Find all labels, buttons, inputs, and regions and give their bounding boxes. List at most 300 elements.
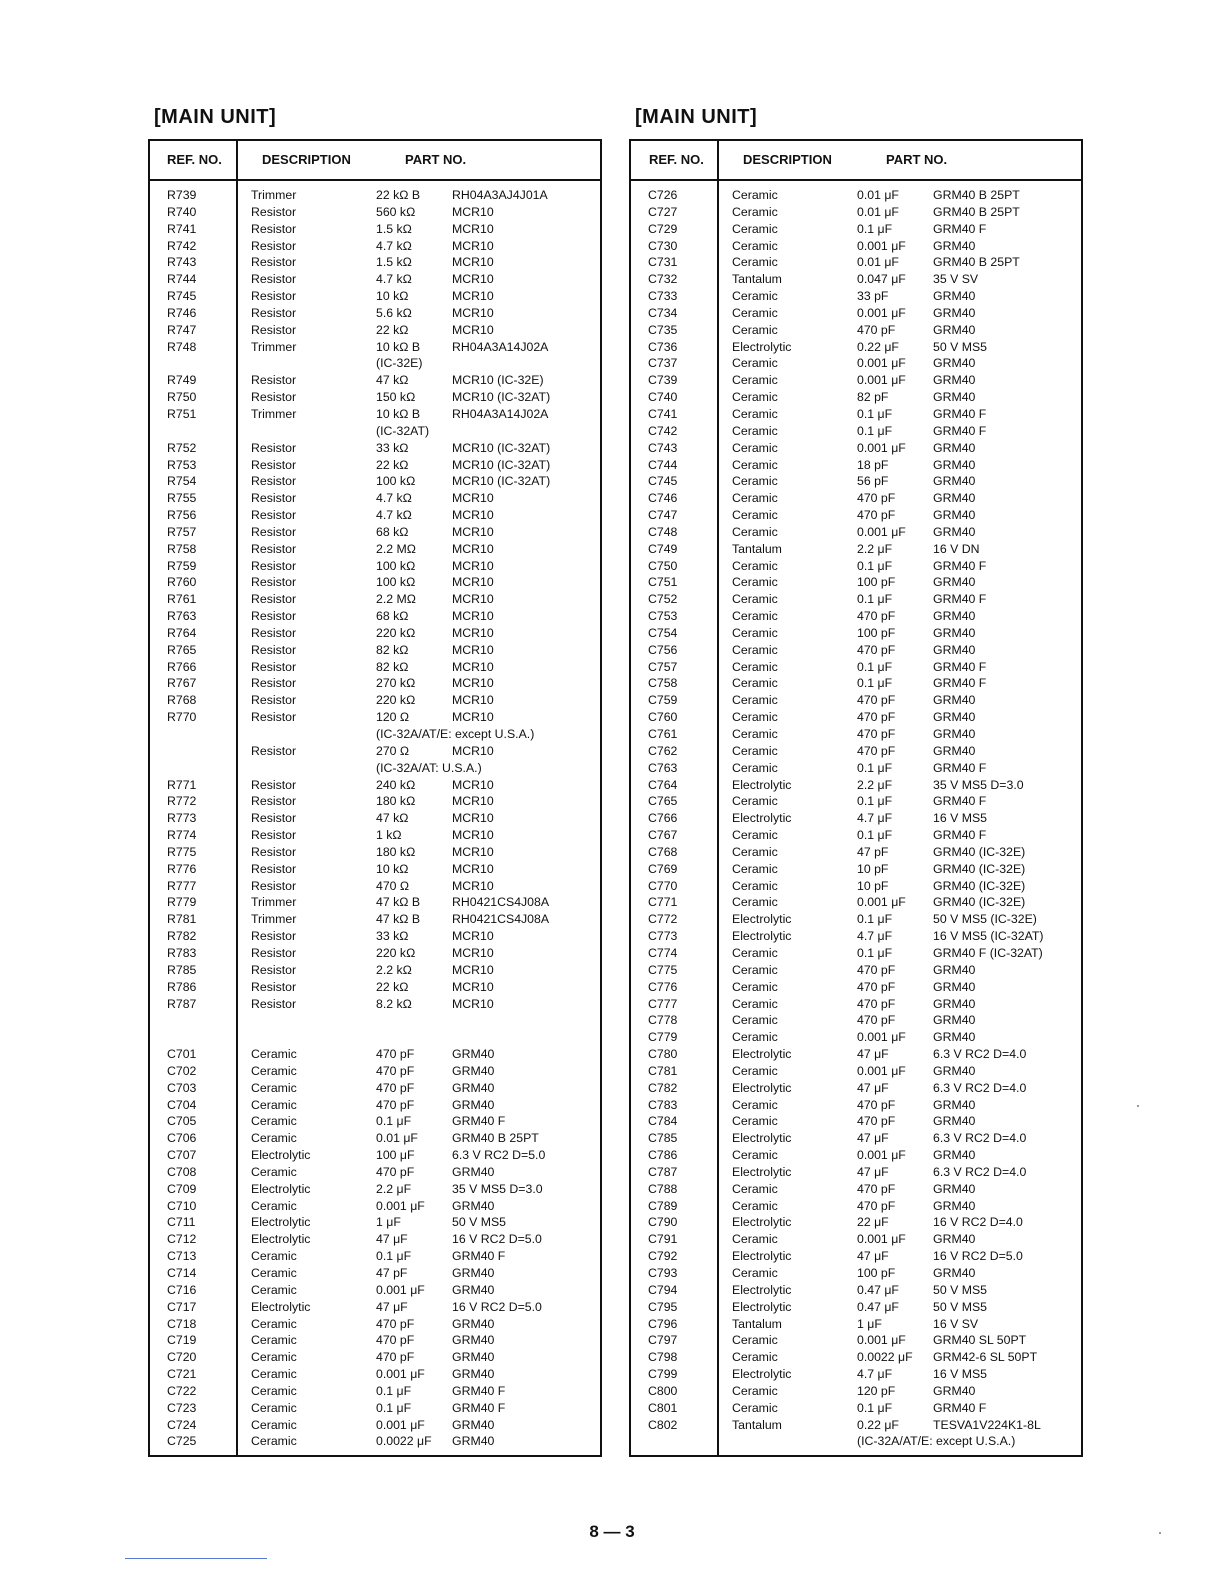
cell-description: Ceramic <box>732 861 778 876</box>
cell-part-no: GRM40 F <box>933 423 987 438</box>
table-row <box>631 355 1081 372</box>
cell-description: Resistor <box>251 238 297 253</box>
cell-part-no: RH04A3AJ4J01A <box>452 188 548 202</box>
table-row <box>150 1349 600 1366</box>
cell-description: Ceramic <box>732 828 778 843</box>
cell-part-no: MCR10 <box>452 811 494 826</box>
cell-description: Ceramic <box>732 322 778 337</box>
cell-value: 0.01 μF <box>857 255 899 270</box>
cell-part-no: GRM40 F <box>933 406 987 421</box>
cell-value: 0.1 μF <box>376 1114 412 1129</box>
cell-value: 470 pF <box>857 996 896 1011</box>
cell-ref-no: C782 <box>648 1080 678 1095</box>
cell-ref-no: C742 <box>648 423 678 438</box>
cell-description: Ceramic <box>732 1097 778 1112</box>
cell-part-no: 6.3 V RC2 D=4.0 <box>933 1080 1027 1095</box>
table-body <box>631 187 1081 1450</box>
cell-description: Resistor <box>251 979 297 994</box>
cell-description: Ceramic <box>251 1063 297 1078</box>
cell-value: (IC-32E) <box>376 356 423 371</box>
cell-ref-no: R746 <box>167 305 197 320</box>
cell-ref-no: R787 <box>167 996 197 1011</box>
cell-ref-no: C763 <box>648 760 678 775</box>
cell-ref-no: C792 <box>648 1249 678 1264</box>
table-row <box>631 827 1081 844</box>
cell-description: Ceramic <box>251 1249 297 1264</box>
cell-ref-no: C758 <box>648 676 678 691</box>
cell-ref-no: R750 <box>167 390 197 405</box>
table-row <box>631 1147 1081 1164</box>
table-row <box>631 1029 1081 1046</box>
cell-description: Ceramic <box>732 1333 778 1348</box>
cell-description: Ceramic <box>732 1114 778 1129</box>
table-row <box>150 389 600 406</box>
table-row <box>631 1080 1081 1097</box>
cell-ref-no: C784 <box>648 1114 678 1129</box>
cell-part-no: GRM40 <box>933 575 976 590</box>
cell-value: (IC-32A/AT/E: except U.S.A.) <box>376 727 535 741</box>
cell-description: Ceramic <box>732 1266 778 1280</box>
cell-part-no: 6.3 V RC2 D=4.0 <box>933 1131 1027 1146</box>
table-row <box>631 1231 1081 1248</box>
cell-description: Resistor <box>251 592 297 607</box>
cell-value: 2.2 μF <box>376 1181 412 1196</box>
cell-ref-no: C799 <box>648 1367 678 1382</box>
cell-description: Trimmer <box>251 406 297 421</box>
cell-part-no: MCR10 (IC-32AT) <box>452 474 551 489</box>
cell-value: 470 pF <box>376 1333 415 1348</box>
cell-part-no: 50 V MS5 <box>452 1215 506 1230</box>
table-row <box>150 1299 600 1316</box>
header-part-no: PART NO. <box>886 152 948 167</box>
cell-part-no: MCR10 <box>452 322 494 337</box>
cell-value: (IC-32A/AT: U.S.A.) <box>376 760 482 775</box>
cell-value: 0.1 μF <box>857 221 893 236</box>
table-row <box>150 1046 600 1063</box>
cell-part-no: MCR10 <box>452 962 494 977</box>
cell-ref-no: R741 <box>167 221 197 236</box>
table-row <box>150 1316 600 1333</box>
cell-part-no: MCR10 <box>452 625 494 640</box>
cell-ref-no: C775 <box>648 962 678 977</box>
cell-description: Ceramic <box>732 575 778 590</box>
cell-value: 0.001 μF <box>857 356 906 371</box>
cell-ref-no: C790 <box>648 1215 678 1230</box>
table-row <box>631 1265 1081 1282</box>
table-row <box>150 726 600 743</box>
cell-part-no: GRM40 <box>452 1063 495 1078</box>
cell-part-no: GRM40 F <box>452 1249 506 1264</box>
cell-value: 0.1 μF <box>857 760 893 775</box>
cell-ref-no: C788 <box>648 1181 678 1196</box>
cell-value: 0.001 μF <box>857 1333 906 1348</box>
cell-ref-no: C798 <box>648 1350 678 1365</box>
table-row <box>631 507 1081 524</box>
cell-value: 0.001 μF <box>857 895 906 910</box>
cell-value: 0.1 μF <box>857 912 893 927</box>
cell-value: 0.001 μF <box>857 305 906 320</box>
cell-part-no: MCR10 <box>452 794 494 809</box>
cell-description: Ceramic <box>732 1232 778 1247</box>
table-row <box>631 1214 1081 1231</box>
cell-description: Electrolytic <box>732 1249 792 1264</box>
cell-value: 5.6 kΩ <box>376 305 412 320</box>
cell-description: Ceramic <box>732 1383 778 1398</box>
cell-description: Resistor <box>251 945 297 960</box>
cell-description: Resistor <box>251 659 297 674</box>
header-description: DESCRIPTION <box>262 152 351 167</box>
cell-value: 240 kΩ <box>376 777 416 792</box>
cell-description: Resistor <box>251 996 297 1011</box>
cell-part-no: MCR10 <box>452 238 494 253</box>
cell-ref-no: C735 <box>648 322 678 337</box>
cell-part-no: GRM40 <box>452 1097 495 1112</box>
cell-value: 4.7 μF <box>857 811 893 826</box>
cell-description: Ceramic <box>732 760 778 775</box>
cell-value: 470 pF <box>857 1013 896 1028</box>
cell-value: 0.1 μF <box>857 828 893 843</box>
cell-ref-no: C706 <box>167 1131 197 1146</box>
cell-ref-no: R775 <box>167 844 197 859</box>
cell-value: 33 kΩ <box>376 440 409 455</box>
cell-value: 0.01 μF <box>857 188 899 202</box>
cell-part-no: GRM40 <box>933 390 976 405</box>
cell-value: 68 kΩ <box>376 609 409 624</box>
cell-part-no: GRM40 F <box>933 794 987 809</box>
table-row <box>631 1164 1081 1181</box>
cell-value: 0.1 μF <box>857 558 893 573</box>
table-row <box>150 1130 600 1147</box>
cell-ref-no: C789 <box>648 1198 678 1213</box>
cell-description: Ceramic <box>732 743 778 758</box>
cell-part-no: GRM40 <box>933 305 976 320</box>
cell-part-no: GRM40 <box>933 996 976 1011</box>
cell-part-no: MCR10 <box>452 743 494 758</box>
cell-ref-no: C781 <box>648 1063 678 1078</box>
cell-part-no: GRM40 <box>933 1198 976 1213</box>
table-row <box>631 221 1081 238</box>
cell-part-no: 50 V MS5 <box>933 1282 987 1297</box>
cell-value: 47 μF <box>857 1080 889 1095</box>
parts-table-right <box>629 139 1083 1457</box>
cell-description: Resistor <box>251 962 297 977</box>
cell-description: Ceramic <box>251 1350 297 1365</box>
cell-part-no: GRM40 <box>452 1333 495 1348</box>
cell-ref-no: R759 <box>167 558 197 573</box>
table-row <box>631 1113 1081 1130</box>
cell-ref-no: R773 <box>167 811 197 826</box>
table-row <box>631 238 1081 255</box>
cell-part-no: 16 V RC2 D=5.0 <box>933 1249 1023 1264</box>
cell-description: Resistor <box>251 558 297 573</box>
table-row <box>150 1198 600 1215</box>
header-ref-no: REF. NO. <box>167 152 222 167</box>
header-ref-no: REF. NO. <box>649 152 704 167</box>
cell-part-no: GRM40 F <box>933 1400 987 1415</box>
cell-part-no: MCR10 <box>452 289 494 304</box>
cell-part-no: RH0421CS4J08A <box>452 895 550 910</box>
cell-part-no: GRM40 <box>933 524 976 539</box>
cell-description: Trimmer <box>251 895 297 910</box>
cell-ref-no: R776 <box>167 861 197 876</box>
cell-part-no: GRM40 <box>933 1181 976 1196</box>
cell-value: 180 kΩ <box>376 844 416 859</box>
cell-description: Ceramic <box>732 356 778 371</box>
cell-description: Ceramic <box>732 221 778 236</box>
table-row <box>150 659 600 676</box>
cell-description: Electrolytic <box>251 1181 311 1196</box>
cell-description: Electrolytic <box>251 1299 311 1314</box>
cell-part-no: GRM40 F (IC-32AT) <box>933 945 1043 960</box>
cell-value: 470 pF <box>857 1198 896 1213</box>
cell-description: Ceramic <box>732 1030 778 1045</box>
cell-part-no: MCR10 <box>452 541 494 556</box>
cell-ref-no: R770 <box>167 710 197 725</box>
cell-value: 56 pF <box>857 474 889 489</box>
cell-part-no: GRM40 <box>452 1198 495 1213</box>
cell-ref-no: R772 <box>167 794 197 809</box>
cell-value: 0.001 μF <box>857 1063 906 1078</box>
cell-ref-no: C745 <box>648 474 678 489</box>
cell-part-no: GRM40 F <box>452 1383 506 1398</box>
cell-value: 22 kΩ <box>376 979 409 994</box>
cell-ref-no: R758 <box>167 541 197 556</box>
cell-description: Trimmer <box>251 188 297 202</box>
cell-ref-no: C731 <box>648 255 678 270</box>
cell-part-no: GRM40 <box>452 1316 495 1331</box>
cell-ref-no: R764 <box>167 625 197 640</box>
cell-part-no: GRM40 <box>452 1080 495 1095</box>
cell-description: Electrolytic <box>732 1047 792 1062</box>
cell-ref-no: C729 <box>648 221 678 236</box>
table-row <box>150 962 600 979</box>
cell-ref-no: C780 <box>648 1047 678 1062</box>
cell-ref-no: C727 <box>648 204 678 219</box>
cell-value: 82 pF <box>857 390 889 405</box>
table-row <box>150 928 600 945</box>
table-row <box>150 911 600 928</box>
table-row <box>631 1349 1081 1366</box>
table-row <box>631 1332 1081 1349</box>
cell-value: 4.7 kΩ <box>376 238 412 253</box>
cell-value: 82 kΩ <box>376 659 409 674</box>
cell-value: 470 Ω <box>376 878 410 893</box>
cell-part-no: MCR10 <box>452 828 494 843</box>
cell-part-no: GRM40 B 25PT <box>933 188 1020 202</box>
cell-description: Ceramic <box>251 1047 297 1062</box>
table-row <box>150 372 600 389</box>
cell-description: Resistor <box>251 524 297 539</box>
cell-value: (IC-32A/AT/E: except U.S.A.) <box>857 1434 1016 1449</box>
cell-ref-no: C712 <box>167 1232 197 1247</box>
cell-description: Electrolytic <box>732 1367 792 1382</box>
cell-ref-no: R749 <box>167 373 197 388</box>
table-row <box>150 339 600 356</box>
table-row <box>631 1012 1081 1029</box>
cell-description: Resistor <box>251 541 297 556</box>
cell-description: Ceramic <box>251 1266 297 1280</box>
cell-value: 10 kΩ <box>376 861 409 876</box>
cell-ref-no: C777 <box>648 996 678 1011</box>
cell-description: Ceramic <box>251 1282 297 1297</box>
cell-ref-no: C722 <box>167 1383 197 1398</box>
cell-description: Electrolytic <box>732 1282 792 1297</box>
table-body <box>150 187 600 1450</box>
cell-description: Resistor <box>251 390 297 405</box>
cell-ref-no: C714 <box>167 1266 197 1280</box>
cell-part-no: MCR10 <box>452 929 494 944</box>
table-row <box>150 1417 600 1434</box>
table-row <box>631 305 1081 322</box>
cell-part-no: GRM40 SL 50PT <box>933 1333 1027 1348</box>
cell-value: 470 pF <box>857 508 896 523</box>
cell-value: 47 μF <box>376 1232 408 1247</box>
cell-value: 100 kΩ <box>376 474 416 489</box>
cell-ref-no: C783 <box>648 1097 678 1112</box>
cell-description: Ceramic <box>732 373 778 388</box>
table-row <box>631 1383 1081 1400</box>
cell-part-no: 16 V RC2 D=4.0 <box>933 1215 1023 1230</box>
cell-value: 1.5 kΩ <box>376 221 412 236</box>
cell-value: 100 kΩ <box>376 558 416 573</box>
cell-ref-no: C730 <box>648 238 678 253</box>
table-row <box>631 911 1081 928</box>
cell-value: 4.7 kΩ <box>376 491 412 506</box>
cell-part-no: MCR10 <box>452 575 494 590</box>
cell-ref-no: C774 <box>648 945 678 960</box>
cell-description: Ceramic <box>251 1434 297 1449</box>
cell-description: Ceramic <box>732 491 778 506</box>
cell-part-no: MCR10 <box>452 777 494 792</box>
cell-part-no: 16 V MS5 <box>933 811 987 826</box>
cell-value: 0.001 μF <box>376 1282 425 1297</box>
table-row <box>631 793 1081 810</box>
cell-ref-no: R756 <box>167 508 197 523</box>
cell-ref-no: C736 <box>648 339 678 354</box>
cell-ref-no: C765 <box>648 794 678 809</box>
cell-description: Ceramic <box>732 895 778 910</box>
cell-part-no: GRM40 <box>452 1164 495 1179</box>
cell-value: 0.22 μF <box>857 1417 899 1432</box>
cell-description: Resistor <box>251 844 297 859</box>
cell-value: 0.1 μF <box>857 1400 893 1415</box>
table-row <box>631 524 1081 541</box>
cell-description: Ceramic <box>251 1131 297 1146</box>
cell-value: 470 pF <box>376 1063 415 1078</box>
cell-ref-no: C749 <box>648 541 678 556</box>
table-header <box>150 141 600 181</box>
cell-description: Resistor <box>251 440 297 455</box>
cell-value: 8.2 kΩ <box>376 996 412 1011</box>
table-row <box>150 524 600 541</box>
cell-value: 220 kΩ <box>376 693 416 708</box>
cell-value: 0.001 μF <box>857 1030 906 1045</box>
cell-part-no: GRM40 <box>933 1030 976 1045</box>
cell-description: Resistor <box>251 204 297 219</box>
table-row <box>631 541 1081 558</box>
cell-part-no: 50 V MS5 <box>933 1299 987 1314</box>
cell-ref-no: R766 <box>167 659 197 674</box>
cell-part-no: 35 V MS5 D=3.0 <box>452 1181 543 1196</box>
cell-value: 0.47 μF <box>857 1299 899 1314</box>
cell-part-no: MCR10 <box>452 979 494 994</box>
table-row <box>150 221 600 238</box>
cell-value: 560 kΩ <box>376 204 416 219</box>
cell-part-no: GRM40 F <box>933 828 987 843</box>
cell-value: 1 μF <box>857 1316 882 1331</box>
cell-part-no: GRM40 <box>933 373 976 388</box>
table-row <box>631 642 1081 659</box>
cell-part-no: GRM40 F <box>933 221 987 236</box>
cell-part-no: GRM40 <box>452 1266 495 1280</box>
cell-value: 0.1 μF <box>376 1383 412 1398</box>
cell-part-no: 16 V MS5 (IC-32AT) <box>933 929 1044 944</box>
table-row <box>150 406 600 423</box>
table-row <box>150 355 600 372</box>
cell-value: 470 pF <box>857 642 896 657</box>
table-row <box>631 473 1081 490</box>
cell-value: 4.7 μF <box>857 1367 893 1382</box>
cell-ref-no: C771 <box>648 895 678 910</box>
cell-ref-no: R742 <box>167 238 197 253</box>
cell-part-no: GRM40 <box>933 289 976 304</box>
cell-ref-no: C725 <box>167 1434 197 1449</box>
cell-part-no: MCR10 <box>452 204 494 219</box>
table-row <box>150 591 600 608</box>
cell-ref-no: R781 <box>167 912 197 927</box>
cell-ref-no: C756 <box>648 642 678 657</box>
cell-ref-no: R774 <box>167 828 197 843</box>
cell-description: Ceramic <box>732 305 778 320</box>
cell-ref-no: C773 <box>648 929 678 944</box>
header-part-no: PART NO. <box>405 152 467 167</box>
cell-part-no: GRM40 <box>933 440 976 455</box>
cell-value: 10 kΩ B <box>376 339 421 354</box>
table-row <box>150 574 600 591</box>
cell-description: Resistor <box>251 373 297 388</box>
cell-value: 4.7 μF <box>857 929 893 944</box>
cell-description: Resistor <box>251 929 297 944</box>
cell-ref-no: R783 <box>167 945 197 960</box>
cell-value: 100 μF <box>376 1148 415 1163</box>
cell-value: 180 kΩ <box>376 794 416 809</box>
cell-value: 47 pF <box>857 844 889 859</box>
table-row <box>150 760 600 777</box>
cell-value: 100 pF <box>857 575 896 590</box>
cell-ref-no: C760 <box>648 710 678 725</box>
table-row <box>631 1366 1081 1383</box>
cell-value: 0.1 μF <box>857 945 893 960</box>
table-row <box>631 1046 1081 1063</box>
table-row <box>150 507 600 524</box>
cell-value: 47 μF <box>376 1299 408 1314</box>
table-row <box>631 558 1081 575</box>
cell-description: Ceramic <box>732 844 778 859</box>
cell-ref-no: R740 <box>167 204 197 219</box>
cell-value: 270 kΩ <box>376 676 416 691</box>
table-row <box>150 1332 600 1349</box>
cell-ref-no: C795 <box>648 1299 678 1314</box>
cell-value: 0.001 μF <box>857 524 906 539</box>
cell-description: Ceramic <box>732 508 778 523</box>
cell-ref-no: C724 <box>167 1417 197 1432</box>
cell-value: 0.047 μF <box>857 272 906 287</box>
table-row <box>150 1433 600 1450</box>
cell-value: 18 pF <box>857 457 889 472</box>
cell-value: 0.1 μF <box>857 592 893 607</box>
cell-value: 10 pF <box>857 878 889 893</box>
cell-part-no: GRM40 <box>933 979 976 994</box>
